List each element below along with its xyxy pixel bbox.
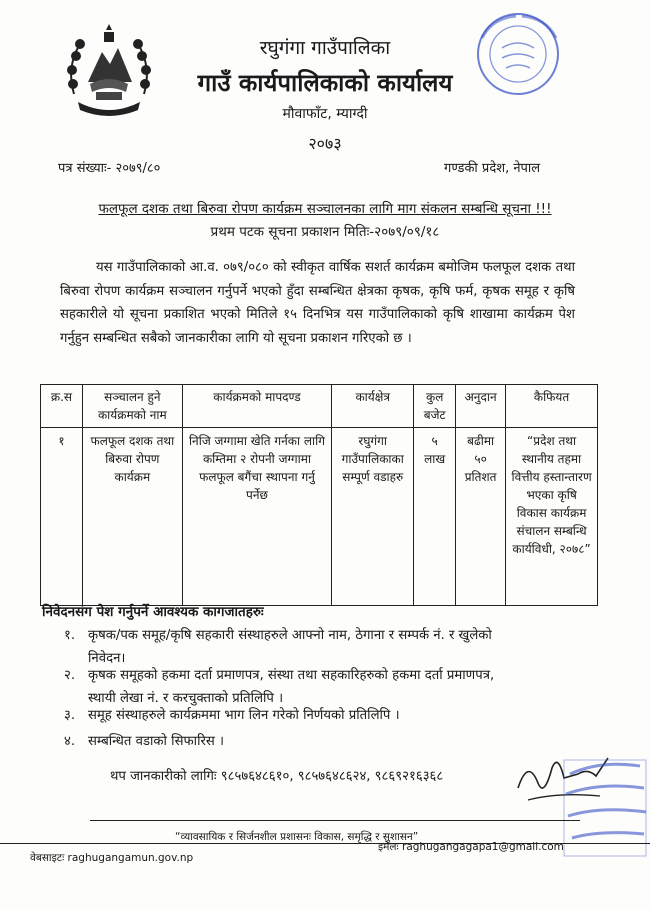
documents-heading: निवेदनसंग पेश गर्नुपर्ने आवश्यक कागजातहरुः bbox=[42, 604, 264, 620]
table-cell: निजि जग्गामा खेति गर्नका लागि कम्तिमा २ रोपनी जग्गामा फलफूल बगैंचा स्थापना गर्नु पर्नेछ bbox=[182, 428, 332, 606]
list-item bbox=[64, 730, 584, 753]
table-row bbox=[41, 428, 598, 606]
notice-subject: फलफूल दशक तथा बिरुवा रोपण कार्यक्रम सञ्चालनका लागि माग संकलन सम्बन्धि सूचना !!! bbox=[98, 201, 552, 217]
footer-website: वेबसाइटः raghugangamun.gov.np bbox=[30, 852, 194, 864]
contact-numbers: थप जानकारीको लागिः ९८५७६४८६१०, ९८५७६४८६२४, ९८६९२१६३६८ bbox=[110, 769, 444, 784]
established-year: २०७३ bbox=[308, 134, 342, 153]
reference-number: पत्र संख्याः- २०७९/८० bbox=[58, 161, 161, 176]
list-item-text: समूह संस्थाहरुले कार्यक्रममा भाग लिन गरेको निर्णयको प्रतिलिपि । bbox=[88, 708, 400, 723]
notice-body: यस गाउँपालिकाको आ.व. ०७९/०८० को स्वीकृत वार्षिक सशर्त कार्यक्रम बमोजिम फलफूल दशक तथा बिरुवा रोपण कार्यक्रम सञ्चालन गर्नुपर्ने भएको हुँदा सम्बन्धित क्षेत्रका कृषक, कृषि फर्म, कृषक समूह र कृषि सहकारीले यो सूचना प्रकाशित भएको मितिले १५ दिनभित्र यस गाउँपालिकाको कृषि शाखामा कार्यक्रम पेश गर्नुहुन सम्बन्धित सबैको जानकारीका लागि यो सूचना प्रकाशन गरिएको छ । bbox=[60, 260, 575, 346]
table-cell: ५ लाख bbox=[414, 428, 456, 606]
table-header: सञ्चालन हुने कार्यक्रमको नाम bbox=[82, 385, 182, 428]
table-cell: रघुगंगा गाउँपालिकाका सम्पूर्ण वडाहरु bbox=[332, 428, 414, 606]
table-header-row bbox=[41, 385, 598, 428]
table-header: कार्यक्रमको मापदण्ड bbox=[182, 385, 332, 428]
province-label: गण्डकी प्रदेश, नेपाल bbox=[444, 161, 541, 176]
table-header: अनुदान bbox=[456, 385, 506, 428]
list-item-text-cont: निवेदन। bbox=[88, 651, 126, 666]
table-cell: फलफूल दशक तथा बिरुवा रोपण कार्यक्रम bbox=[82, 428, 182, 606]
table-header: क्र.स bbox=[41, 385, 83, 428]
list-item-number: ४. bbox=[64, 734, 76, 749]
municipality-name: रघुगंगा गाउँपालिका bbox=[259, 37, 391, 59]
list-item-number: ३. bbox=[64, 708, 76, 723]
list-item-text: कृषक समूहको हकमा दर्ता प्रमाणपत्र, संस्था तथा सहकारिहरुको हकमा दर्ता प्रमाणपत्र, bbox=[88, 668, 495, 683]
program-table bbox=[40, 384, 598, 606]
list-item bbox=[64, 704, 584, 727]
table-cell: “प्रदेश तथा स्थानीय तहमा वित्तीय हस्तान्तारण भएका कृषि विकास कार्यक्रम संचालन सम्बन्धि कार्यविधी, २०७८” bbox=[506, 428, 598, 606]
table-header: कुल बजेट bbox=[414, 385, 456, 428]
table-header: कैफियत bbox=[506, 385, 598, 428]
footer-motto: “व्यावसायिक र सिर्जनशील प्रशासनः विकास, समृद्धि र सुशासन” bbox=[175, 831, 419, 843]
office-address: मौवाफाँट, म्याग्दी bbox=[282, 106, 368, 122]
list-item-number: २. bbox=[64, 668, 76, 683]
list-item-text: कृषक/पक समूह/कृषि सहकारी संस्थाहरुले आफ्नो नाम, ठेगाना र सम्पर्क नं. र खुलेको bbox=[88, 628, 492, 643]
office-name: गाउँ कार्यपालिकाको कार्यालय bbox=[197, 69, 453, 97]
list-item-text-cont: स्थायी लेखा नं. र करचुक्ताको प्रतिलिपि । bbox=[88, 691, 284, 706]
footer-divider bbox=[90, 820, 580, 821]
table-cell: १ bbox=[41, 428, 83, 606]
list-item-text: सम्बन्धित वडाको सिफारिस । bbox=[88, 734, 224, 749]
approval-stamp-icon bbox=[560, 754, 650, 864]
list-item-number: १. bbox=[64, 628, 76, 643]
table-cell: बढीमा ५० प्रतिशत bbox=[456, 428, 506, 606]
table-header: कार्यक्षेत्र bbox=[332, 385, 414, 428]
publication-date: प्रथम पटक सूचना प्रकाशन मितिः-२०७९/०९/१८ bbox=[210, 224, 440, 240]
footer-email: इमेलः raghugangagapa1@gmail.com bbox=[378, 841, 564, 853]
